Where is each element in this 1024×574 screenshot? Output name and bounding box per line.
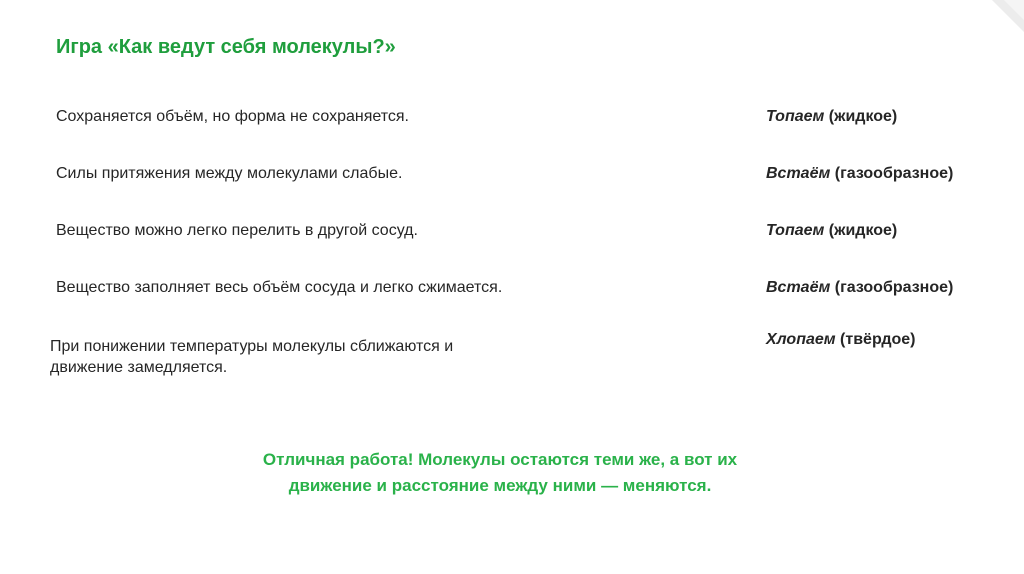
statement-5: При понижении температуры молекулы сближаются и движение замедляется. [50,338,454,376]
answer-2-action: Встаём [766,165,831,182]
answer-4-state: (газообразное) [834,279,954,296]
slide-title: Игра «Как ведут себя молекулы?» [56,36,396,58]
statement-1: Сохраняется объём, но форма не сохраняется. [56,108,409,125]
statement-4: Вещество заполняет весь объём сосуда и легко сжимается. [56,279,503,296]
answer-1 [766,108,897,126]
conclusion-line-2: движение и расстояние между ними — меняются. [288,476,712,495]
statement-3: Вещество можно легко перелить в другой сосуд. [56,222,418,239]
answer-5-state: (твёрдое) [840,331,916,348]
answer-1-action: Топаем [766,108,825,125]
answer-3 [766,222,897,240]
answer-3-state: (жидкое) [828,222,898,239]
answer-5-action: Хлопаем [766,331,836,348]
answer-4-action: Встаём [766,279,831,296]
answer-1-state: (жидкое) [828,108,898,125]
answer-2-state: (газообразное) [834,165,954,182]
statement-2: Силы притяжения между молекулами слабые. [56,165,403,182]
conclusion-text [200,447,800,499]
answer-4 [766,279,953,297]
answer-3-action: Топаем [766,222,825,239]
answer-2 [766,165,953,183]
answer-5 [766,331,915,349]
page-corner-fold [984,0,1024,40]
conclusion-line-1: Отличная работа! Молекулы остаются теми же, а вот их [262,450,738,469]
